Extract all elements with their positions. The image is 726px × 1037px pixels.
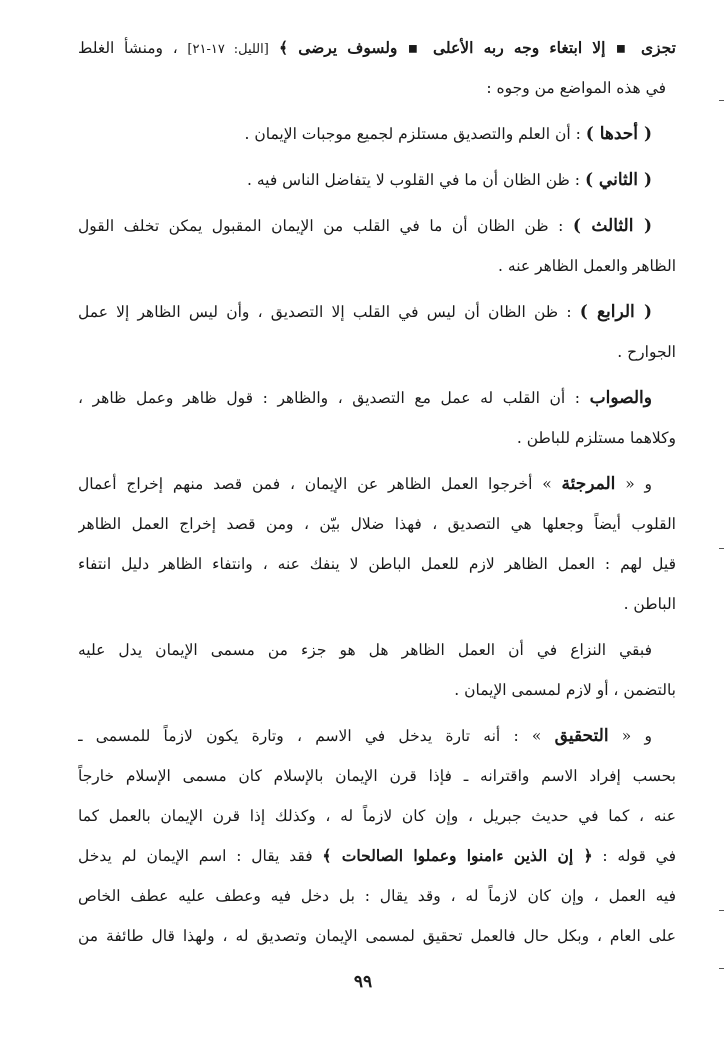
text-line: [78, 756, 676, 796]
text-line: [78, 418, 676, 458]
key-term: ( الثاني ): [584, 170, 652, 190]
text-run: بالتضمن ، أو لازم لمسمى الإيمان .: [454, 681, 676, 699]
text-line: [78, 206, 676, 246]
margin-mark: [719, 910, 724, 911]
key-term: والصواب: [589, 388, 652, 408]
text-line: [78, 876, 676, 916]
text-line: [78, 716, 676, 756]
text-run: الظاهر والعمل الظاهر عنه .: [498, 257, 676, 275]
text-run: القلوب أيضاً وجعلها هي التصديق ، فهذا ضلال بيّن ، ومن قصد إخراج العمل الظاهر: [78, 515, 676, 533]
text-line: [78, 916, 676, 956]
text-line: [78, 68, 676, 108]
text-run: عنه ، كما في حديث جبريل ، وإن كان لازماً له ، وكذلك إذا قرن الإيمان بالعمل كما: [78, 807, 676, 825]
text-run: : أن القلب له عمل مع التصديق ، والظاهر : قول ظاهر وعمل ظاهر ،: [78, 389, 590, 407]
margin-mark: [719, 100, 724, 101]
text-run: الجوارح .: [617, 343, 676, 361]
text-run: فيه العمل ، وإن كان لازماً له ، وقد يقال : بل دخل فيه وعطف عليه عطف الخاص: [78, 887, 676, 905]
text-line: [78, 504, 676, 544]
text-run: : أن العلم والتصديق مستلزم لجميع موجبات الإيمان .: [244, 125, 586, 143]
text-line: [78, 378, 676, 418]
text-line: [78, 584, 676, 624]
text-run: في هذه المواضع من وجوه :: [486, 79, 666, 97]
text-line: [78, 292, 676, 332]
citation: [الليل: ١٧-٢١]: [187, 42, 269, 57]
page-number: ٩٩: [353, 972, 373, 992]
text-line: [78, 670, 676, 710]
text-run: وكلاهما مستلزم للباطن .: [516, 429, 676, 447]
key-term: التحقيق: [554, 726, 609, 746]
text-line: [78, 28, 676, 68]
text-run: : ظن الظان أن ما في القلب من الإيمان المقبول يمكن تخلف القول: [78, 217, 573, 235]
text-run: قيل لهم : العمل الظاهر لازم للعمل الباطن لا ينفك عنه ، وانتفاء الظاهر دليل انتفاء: [78, 555, 676, 573]
key-term: ( الثالث ): [572, 216, 652, 236]
text-run: و «: [615, 475, 652, 493]
text-line: [78, 114, 676, 154]
text-line: [78, 544, 676, 584]
key-term: ( الرابع ): [579, 302, 653, 322]
text-run: الباطن .: [623, 595, 676, 613]
key-term: المرجئة: [561, 474, 616, 494]
text-run: بحسب إفراد الاسم واقترانه ـ فإذا قرن الإيمان بالإسلام كان مسمى الإسلام خارجاً: [78, 767, 676, 785]
key-term: ( أحدها ): [585, 124, 652, 144]
text-line: [78, 796, 676, 836]
text-run: ، ومنشأ الغلط: [78, 39, 188, 57]
text-run: فبقي النزاع في أن العمل الظاهر هل هو جزء من مسمى الإيمان يدل عليه: [78, 641, 652, 659]
text-run: » : أنه تارة يدخل في الاسم ، وتارة يكون لازماً للمسمى ـ: [78, 727, 555, 745]
text-line: [78, 836, 676, 876]
text-run: » أخرجوا العمل الظاهر عن الإيمان ، فمن قصد منهم إخراج أعمال: [78, 475, 562, 493]
text-line: [78, 630, 676, 670]
text-line: [78, 160, 676, 200]
margin-mark: [719, 968, 724, 969]
text-line: [78, 464, 676, 504]
page-body: [78, 28, 676, 956]
quran-quote: ﴿ إن الذين ءامنوا وعملوا الصالحات ﴾: [322, 846, 593, 865]
text-run: على العام ، وبكل حال فالعمل تحقيق لمسمى الإيمان وتصديق له ، ولهذا قال طائفة من: [78, 927, 676, 945]
text-run: و «: [608, 727, 652, 745]
quran-quote: تجزى ▪ إلا ابتغاء وجه ربه الأعلى ▪ ولسوف يرضى ﴾: [268, 38, 676, 57]
text-run: فقد يقال : اسم الإيمان لم يدخل: [78, 847, 323, 865]
margin-mark: [719, 548, 724, 549]
text-run: : ظن الظان أن ما في القلوب لا يتفاضل الناس فيه .: [247, 171, 585, 189]
text-line: [78, 246, 676, 286]
text-line: [78, 332, 676, 372]
text-run: : ظن الظان أن ليس في القلب إلا التصديق ، وأن ليس الظاهر إلا عمل: [78, 303, 580, 321]
text-run: في قوله :: [592, 847, 676, 865]
